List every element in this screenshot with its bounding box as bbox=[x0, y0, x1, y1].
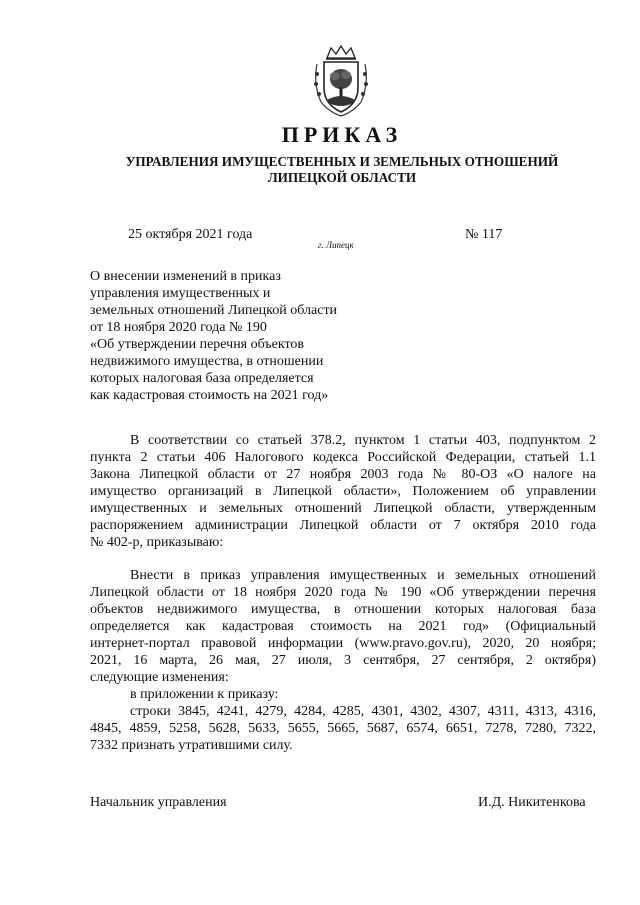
signatory-name: И.Д. Никитенкова bbox=[478, 795, 586, 810]
paragraph-line: имущество организаций в Липецкой области», Положением об управлении bbox=[90, 484, 596, 499]
paragraph-line: Закона Липецкой области от 27 ноября 2003 года № 80-ОЗ «О налоге на bbox=[90, 467, 596, 482]
paragraph-line: распоряжением администрации Липецкой области от 7 октября 2010 года bbox=[90, 518, 596, 533]
organization-line-2: ЛИПЕЦКОЙ ОБЛАСТИ bbox=[267, 170, 417, 185]
subject-line: «Об утверждении перечня объектов bbox=[90, 337, 305, 352]
paragraph-line: 4845, 4859, 5258, 5628, 5633, 5655, 5665, 5687, 6574, 6651, 7278, 7280, 7322, bbox=[90, 721, 596, 736]
paragraph-line: Липецкой области от 18 ноября 2020 года № 190 «Об утверждении перечня bbox=[90, 585, 596, 600]
paragraph-line: Внести в приказ управления имущественных и земельных отношений bbox=[130, 568, 596, 583]
document-title: ПРИКАЗ bbox=[281, 122, 403, 147]
document-number: № 117 bbox=[465, 227, 503, 242]
subject-line: как кадастровая стоимость на 2021 год» bbox=[90, 388, 329, 403]
signatory-title: Начальник управления bbox=[90, 795, 227, 810]
subject-line: от 18 ноября 2020 года № 190 bbox=[90, 320, 267, 335]
paragraph-line: В соответствии со статьей 378.2, пунктом 1 статьи 403, подпунктом 2 bbox=[130, 433, 596, 448]
subject-line: О внесении изменений в приказ bbox=[90, 269, 281, 284]
paragraph-line: пункта 2 статьи 406 Налогового кодекса Российской Федерации, статьей 1.1 bbox=[90, 450, 596, 465]
paragraph-line: строки 3845, 4241, 4279, 4284, 4285, 4301, 4302, 4307, 4311, 4313, 4316, bbox=[130, 704, 596, 719]
subject-line: которых налоговая база определяется bbox=[90, 371, 314, 386]
paragraph-line: 2021, 16 марта, 26 мая, 27 июля, 3 сентября, 27 сентября, 2 октября) bbox=[90, 653, 596, 668]
subject-line: недвижимого имущества, в отношении bbox=[90, 354, 324, 369]
document-date: 25 октября 2021 года bbox=[128, 227, 253, 242]
organization-line-1: УПРАВЛЕНИЯ ИМУЩЕСТВЕННЫХ И ЗЕМЕЛЬНЫХ ОТНОШЕНИЙ bbox=[125, 154, 559, 169]
organization-name bbox=[0, 154, 640, 186]
subject-line: управления имущественных и bbox=[90, 286, 271, 301]
paragraph-order bbox=[90, 567, 596, 754]
paragraph-line: определяется как кадастровая стоимость на 2021 год» (Официальный bbox=[90, 619, 596, 634]
paragraph-line: объектов недвижимого имущества, в отношении которых налоговая база bbox=[90, 602, 596, 617]
paragraph-line: 7332 признать утратившими силу. bbox=[90, 738, 293, 753]
document-subject bbox=[90, 268, 380, 404]
paragraph-basis bbox=[90, 432, 596, 551]
paragraph-line: интернет-портал правовой информации (www.pravo.gov.ru), 2020, 20 ноября; bbox=[90, 636, 596, 651]
paragraph-line: в приложении к приказу: bbox=[130, 687, 279, 702]
document-city: г. Липецк bbox=[318, 240, 354, 250]
paragraph-line: имущественных и земельных отношений Липецкой области, утвержденным bbox=[90, 501, 596, 516]
paragraph-line: следующие изменения: bbox=[90, 670, 229, 685]
paragraph-line: № 402-р, приказываю: bbox=[90, 535, 224, 550]
subject-line: земельных отношений Липецкой области bbox=[90, 303, 338, 318]
coat-of-arms-icon bbox=[311, 44, 371, 118]
